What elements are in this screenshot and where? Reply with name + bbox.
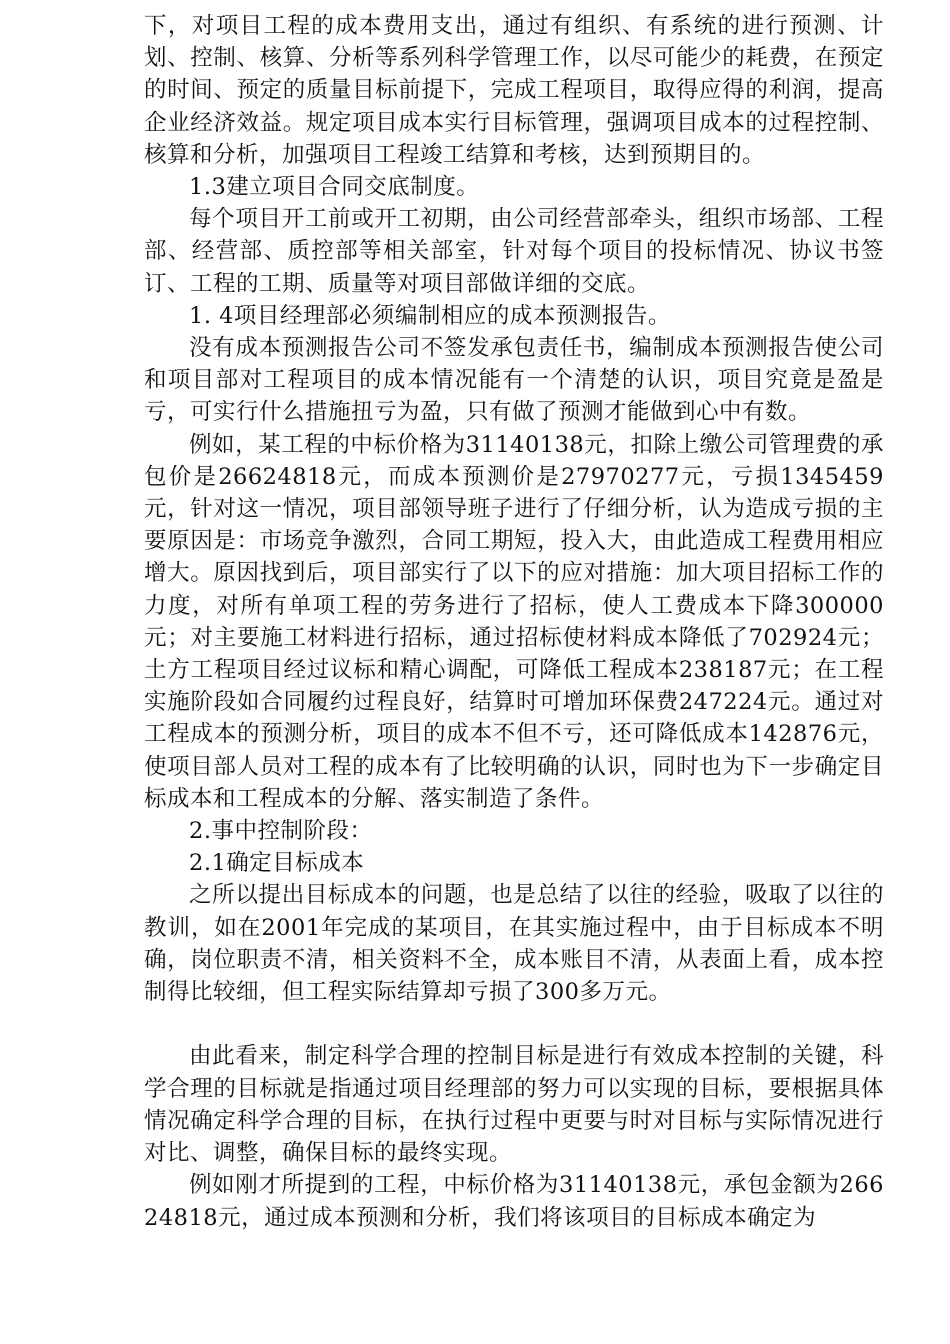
heading-contract-disclosure: 1.3建立项目合同交底制度。 (189, 174, 480, 201)
document-body (144, 10, 884, 1234)
paragraph-cost-management-continued: 下，对项目工程的成本费用支出，通过有组织、有系统的进行预测、计划、控制、核算、分析等系列科学管理工作，以尽可能少的耗费，在预定的时间、预定的质量目标前提下，完成工程项目，取得应得的利润，提高企业经济效益。规定项目成本实行目标管理，强调项目成本的过程控制、核算和分析，加强项目工程竣工结算和考核，达到预期目的。 (144, 13, 884, 168)
heading-target-cost: 2.1确定目标成本 (189, 850, 365, 877)
paragraph-target-cost-reason: 之所以提出目标成本的问题，也是总结了以往的经验，吸取了以往的教训，如在2001年完成的某项目，在其实施过程中，由于目标成本不明确，岗位职责不清，相关资料不全，成本账目不清，从表面上看，成本控制得比较细，但工程实际结算却亏损了300多万元。 (144, 882, 884, 1006)
paragraph-forecast-example: 例如，某工程的中标价格为31140138元，扣除上缴公司管理费的承包价是26624818元，而成本预测价是27970277元，亏损1345459元，针对这一情况，项目部领导班子进行了仔细分析，认为造成亏损的主要原因是：市场竞争激烈，合同工期短，投入大，由此造成工程费用相应增大。原因找到后，项目部实行了以下的应对措施：加大项目招标工作的力度，对所有单项工程的劳务进行了招标，使人工费成本下降300000元；对主要施工材料进行招标，通过招标使材料成本降低了702924元；土方工程项目经过议标和精心调配，可降低工程成本238187元；在工程实施阶段如合同履约过程良好，结算时可增加环保费247224元。通过对工程成本的预测分析，项目的成本不但不亏，还可降低成本142876元，使项目部人员对工程的成本有了比较明确的认识，同时也为下一步确定目标成本和工程成本的分解、落实制造了条件。 (144, 431, 884, 812)
paragraph-contract-disclosure: 每个项目开工前或开工初期，由公司经营部牵头，组织市场部、工程部、经营部、质控部等相关部室，针对每个项目的投标情况、协议书签订、工程的工期、质量等对项目部做详细的交底。 (144, 206, 884, 297)
paragraph-control-target: 由此看来，制定科学合理的控制目标是进行有效成本控制的关键，科学合理的目标就是指通过项目经理部的努力可以实现的目标，要根据具体情况确定科学合理的目标，在执行过程中更要与时对目标与实际情况进行对比、调整，确保目标的最终实现。 (144, 1043, 884, 1167)
heading-cost-forecast-report: 1. 4项目经理部必须编制相应的成本预测报告。 (189, 302, 671, 329)
paragraph-cost-forecast-report: 没有成本预测报告公司不签发承包责任书，编制成本预测报告使公司和项目部对工程项目的成本情况能有一个清楚的认识，项目究竟是盈是亏，可实行什么措施扭亏为盈，只有做了预测才能做到心中有数。 (144, 335, 884, 426)
heading-in-process-control: 2.事中控制阶段： (189, 818, 373, 845)
paragraph-target-example: 例如刚才所提到的工程，中标价格为31140138元，承包金额为26624818元，通过成本预测和分析，我们将该项目的目标成本确定为 (144, 1172, 884, 1231)
blank-line (144, 1008, 884, 1040)
